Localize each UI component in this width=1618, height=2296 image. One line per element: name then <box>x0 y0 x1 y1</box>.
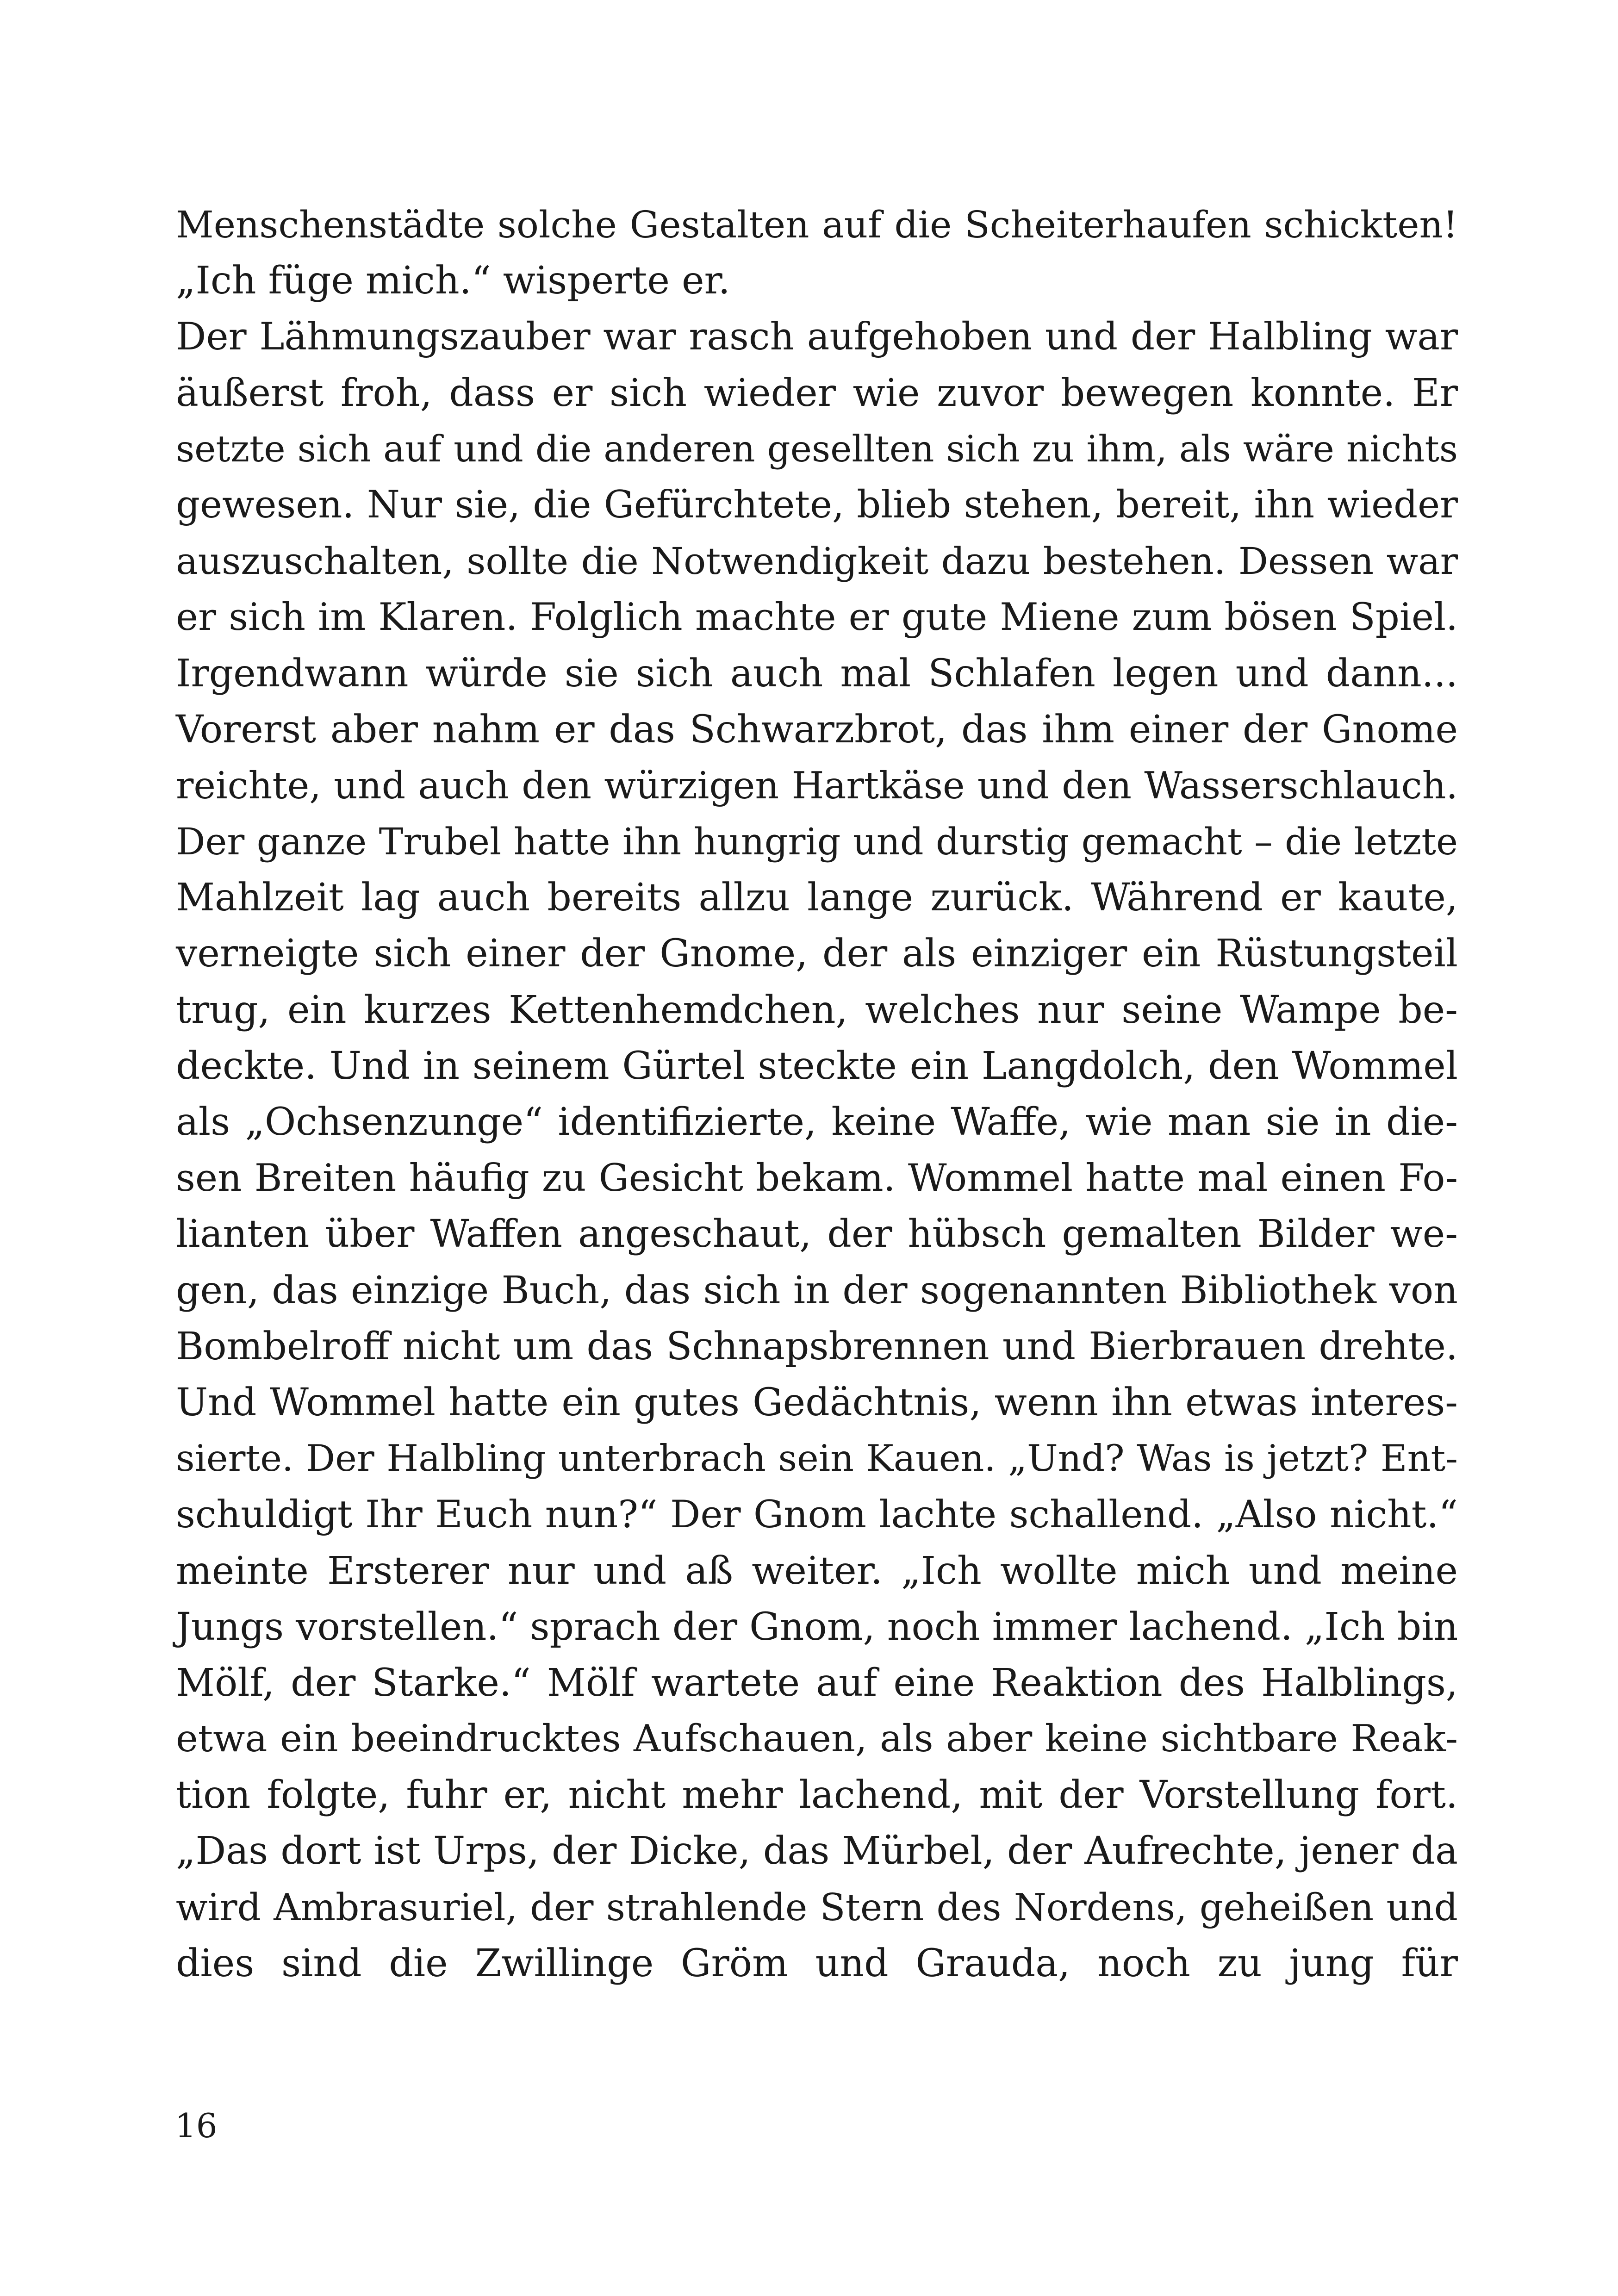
text-line: Der Lähmungszauber war rasch aufgehoben und der Halbling war <box>176 315 1458 359</box>
text-line: sen Breiten häufig zu Gesicht bekam. Wommel hatte mal einen Fo- <box>176 1156 1458 1201</box>
text-line: gewesen. Nur sie, die Gefürchtete, blieb stehen, bereit, ihn wieder <box>176 483 1458 527</box>
text-line: Und Wommel hatte ein gutes Gedächtnis, wenn ihn etwas interes- <box>176 1380 1458 1425</box>
text-line: gen, das einzige Buch, das sich in der sogenannten Bibliothek von <box>176 1268 1458 1313</box>
text-line: „Ich füge mich.“ wisperte er. <box>176 259 730 303</box>
text-line: Menschenstädte solche Gestalten auf die Scheiterhaufen schickten! <box>176 203 1458 246</box>
text-line: meinte Ersterer nur und aß weiter. „Ich wollte mich und meine <box>176 1549 1458 1593</box>
text-line: setzte sich auf und die anderen gesellten sich zu ihm, als wäre nichts <box>176 428 1458 470</box>
text-line: etwa ein beeindrucktes Aufschauen, als aber keine sichtbare Reak- <box>176 1717 1458 1761</box>
text-line: „Das dort ist Urps, der Dicke, das Mürbel, der Aufrechte, jener da <box>176 1829 1458 1873</box>
text-line: Mölf, der Starke.“ Mölf wartete auf eine Reaktion des Halblings, <box>176 1661 1458 1705</box>
text-line: als „Ochsenzunge“ identifizierte, keine Waffe, wie man sie in die- <box>176 1100 1458 1144</box>
text-line: dies sind die Zwillinge Gröm und Grauda, noch zu jung für <box>176 1941 1458 1985</box>
text-line: auszuschalten, sollte die Notwendigkeit dazu bestehen. Dessen war <box>176 540 1458 583</box>
text-line: tion folgte, fuhr er, nicht mehr lachend, mit der Vorstellung fort. <box>176 1773 1458 1817</box>
text-line: deckte. Und in seinem Gürtel steckte ein Langdolch, den Wommel <box>176 1044 1458 1088</box>
text-line: schuldigt Ihr Euch nun?“ Der Gnom lachte schallend. „Also nicht.“ <box>176 1493 1458 1537</box>
text-line: lianten über Waffen angeschaut, der hübsch gemalten Bilder we- <box>176 1212 1458 1257</box>
text-line: Irgendwann würde sie sich auch mal Schlafen legen und dann... <box>176 651 1458 696</box>
body-text <box>176 197 1458 1991</box>
text-line: reichte, und auch den würzigen Hartkäse und den Wasserschlauch. <box>176 763 1458 807</box>
text-line: er sich im Klaren. Folglich machte er gute Miene zum bösen Spiel. <box>176 595 1458 640</box>
text-line: Mahlzeit lag auch bereits allzu lange zurück. Während er kaute, <box>176 876 1458 920</box>
text-line: Jungs vorstellen.“ sprach der Gnom, noch immer lachend. „Ich bin <box>176 1605 1458 1649</box>
text-line: Vorerst aber nahm er das Schwarzbrot, das ihm einer der Gnome <box>176 707 1458 752</box>
text-line: äußerst froh, dass er sich wieder wie zuvor bewegen konnte. Er <box>176 371 1458 415</box>
text-line: trug, ein kurzes Kettenhemdchen, welches nur seine Wampe be- <box>176 988 1458 1032</box>
text-line: verneigte sich einer der Gnome, der als einziger ein Rüstungsteil <box>176 932 1458 976</box>
text-line: Der ganze Trubel hatte ihn hungrig und durstig gemacht – die letzte <box>176 820 1458 864</box>
text-line: sierte. Der Halbling unterbrach sein Kauen. „Und? Was is jetzt? Ent- <box>176 1437 1458 1480</box>
text-line: wird Ambrasuriel, der strahlende Stern des Nordens, geheißen und <box>176 1885 1458 1929</box>
text-line: Bombelroff nicht um das Schnapsbrennen und Bierbrauen drehte. <box>176 1324 1458 1369</box>
page-number: 16 <box>175 2106 218 2145</box>
